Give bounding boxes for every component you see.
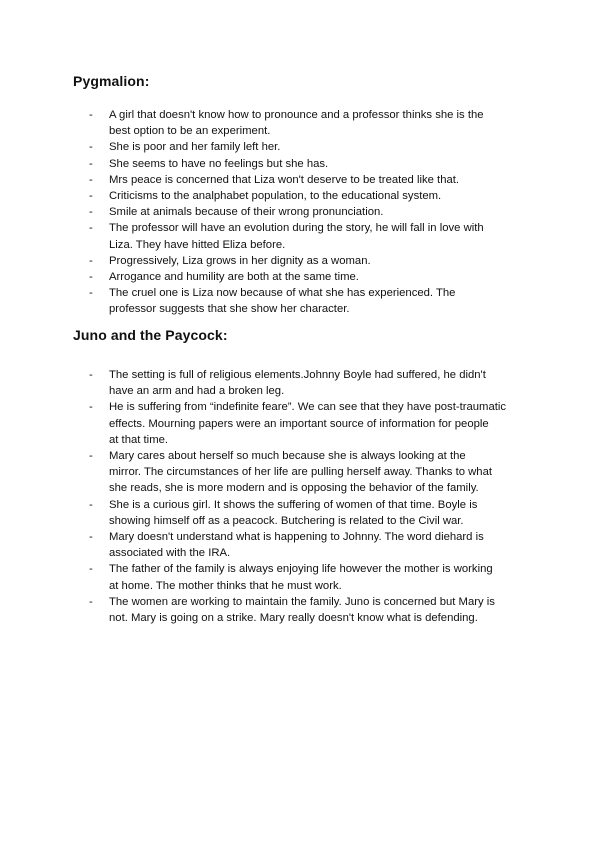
list-item [0, 269, 600, 285]
list-item-text: at home. The mother thinks that he must work. [109, 579, 342, 592]
bullet-dash: - [89, 401, 93, 414]
list-item [0, 253, 600, 269]
bullet-dash: - [89, 287, 93, 300]
list-item-text: Arrogance and humility are both at the same time. [109, 271, 359, 284]
list-item-text: not. Mary is going on a strike. Mary really doesn't know what is defending. [109, 612, 478, 625]
list-item [0, 107, 600, 139]
list-item-text: Mary doesn't understand what is happening to Johnny. The word diehard is [109, 531, 484, 544]
list-item [0, 156, 600, 172]
list-item-text: Mary cares about herself so much because she is always looking at the [109, 450, 466, 463]
list-item [0, 497, 600, 529]
list-item-text: Liza. They have hitted Eliza before. [109, 238, 286, 251]
list-item-text: The professor will have an evolution during the story, he will fall in love with [109, 222, 484, 235]
section-title-juno-and-the-paycock: Juno and the Paycock: [73, 327, 228, 343]
list-item-text: The father of the family is always enjoying life however the mother is working [109, 563, 493, 576]
list-item-text: Mrs peace is concerned that Liza won't deserve to be treated like that. [109, 173, 460, 186]
bullet-dash: - [89, 271, 93, 284]
list-item-text: A girl that doesn't know how to pronounce and a professor thinks she is the [109, 109, 484, 121]
list-item [0, 220, 600, 252]
list-item [0, 204, 600, 220]
list-item-text: She is poor and her family left her. [109, 141, 281, 154]
bullet-dash: - [89, 595, 93, 608]
bullet-dash: - [89, 173, 93, 186]
bullet-dash: - [89, 450, 93, 463]
list-item-text: Progressively, Liza grows in her dignity as a woman. [109, 254, 371, 267]
list-item-text: The cruel one is Liza now because of what she has experienced. The [109, 287, 456, 300]
bullet-dash: - [89, 206, 93, 219]
bullet-dash: - [89, 563, 93, 576]
list-item [0, 285, 600, 317]
bullet-dash: - [89, 222, 93, 235]
juno-notes-list [0, 367, 600, 626]
list-item-text: best option to be an experiment. [109, 125, 271, 138]
bullet-dash: - [89, 190, 93, 203]
section-title-pygmalion: Pygmalion: [73, 73, 150, 89]
list-item-text: at that time. [109, 433, 169, 446]
list-item [0, 188, 600, 204]
list-item [0, 561, 600, 593]
bullet-dash: - [89, 498, 93, 511]
list-item-text: showing himself off as a peacock. Butchering is related to the Civil war. [109, 514, 464, 527]
pygmalion-notes-list [0, 107, 600, 318]
list-item-text: Smile at animals because of their wrong pronunciation. [109, 206, 384, 219]
list-item-text: He is suffering from “indefinite feare”. We can see that they have post-traumatic [109, 401, 507, 414]
list-item-text: effects. Mourning papers were an important source of information for people [109, 417, 489, 430]
list-item [0, 399, 600, 448]
bullet-dash: - [89, 109, 93, 121]
list-item-text: professor suggests that she show her character. [109, 303, 350, 316]
list-item [0, 139, 600, 155]
list-item-text: Criticisms to the analphabet population, to the educational system. [109, 190, 442, 203]
list-item-text: she reads, she is more modern and is opposing the behavior of the family. [109, 482, 479, 495]
bullet-dash: - [89, 141, 93, 154]
list-item [0, 594, 600, 626]
list-item-text: have an arm and had a broken leg. [109, 385, 285, 398]
list-item [0, 529, 600, 561]
list-item-text: She is a curious girl. It shows the suffering of women of that time. Boyle is [109, 498, 478, 511]
list-item [0, 172, 600, 188]
list-item-text: She seems to have no feelings but she has. [109, 157, 329, 170]
list-item-text: mirror. The circumstances of her life are pulling herself away. Thanks to what [109, 466, 493, 479]
list-item [0, 367, 600, 399]
list-item-text: The setting is full of religious elements.Johnny Boyle had suffered, he didn't [109, 369, 486, 381]
bullet-dash: - [89, 254, 93, 267]
bullet-dash: - [89, 369, 93, 381]
list-item [0, 448, 600, 497]
list-item-text: associated with the IRA. [109, 547, 231, 560]
bullet-dash: - [89, 157, 93, 170]
bullet-dash: - [89, 531, 93, 544]
list-item-text: The women are working to maintain the family. Juno is concerned but Mary is [109, 595, 495, 608]
